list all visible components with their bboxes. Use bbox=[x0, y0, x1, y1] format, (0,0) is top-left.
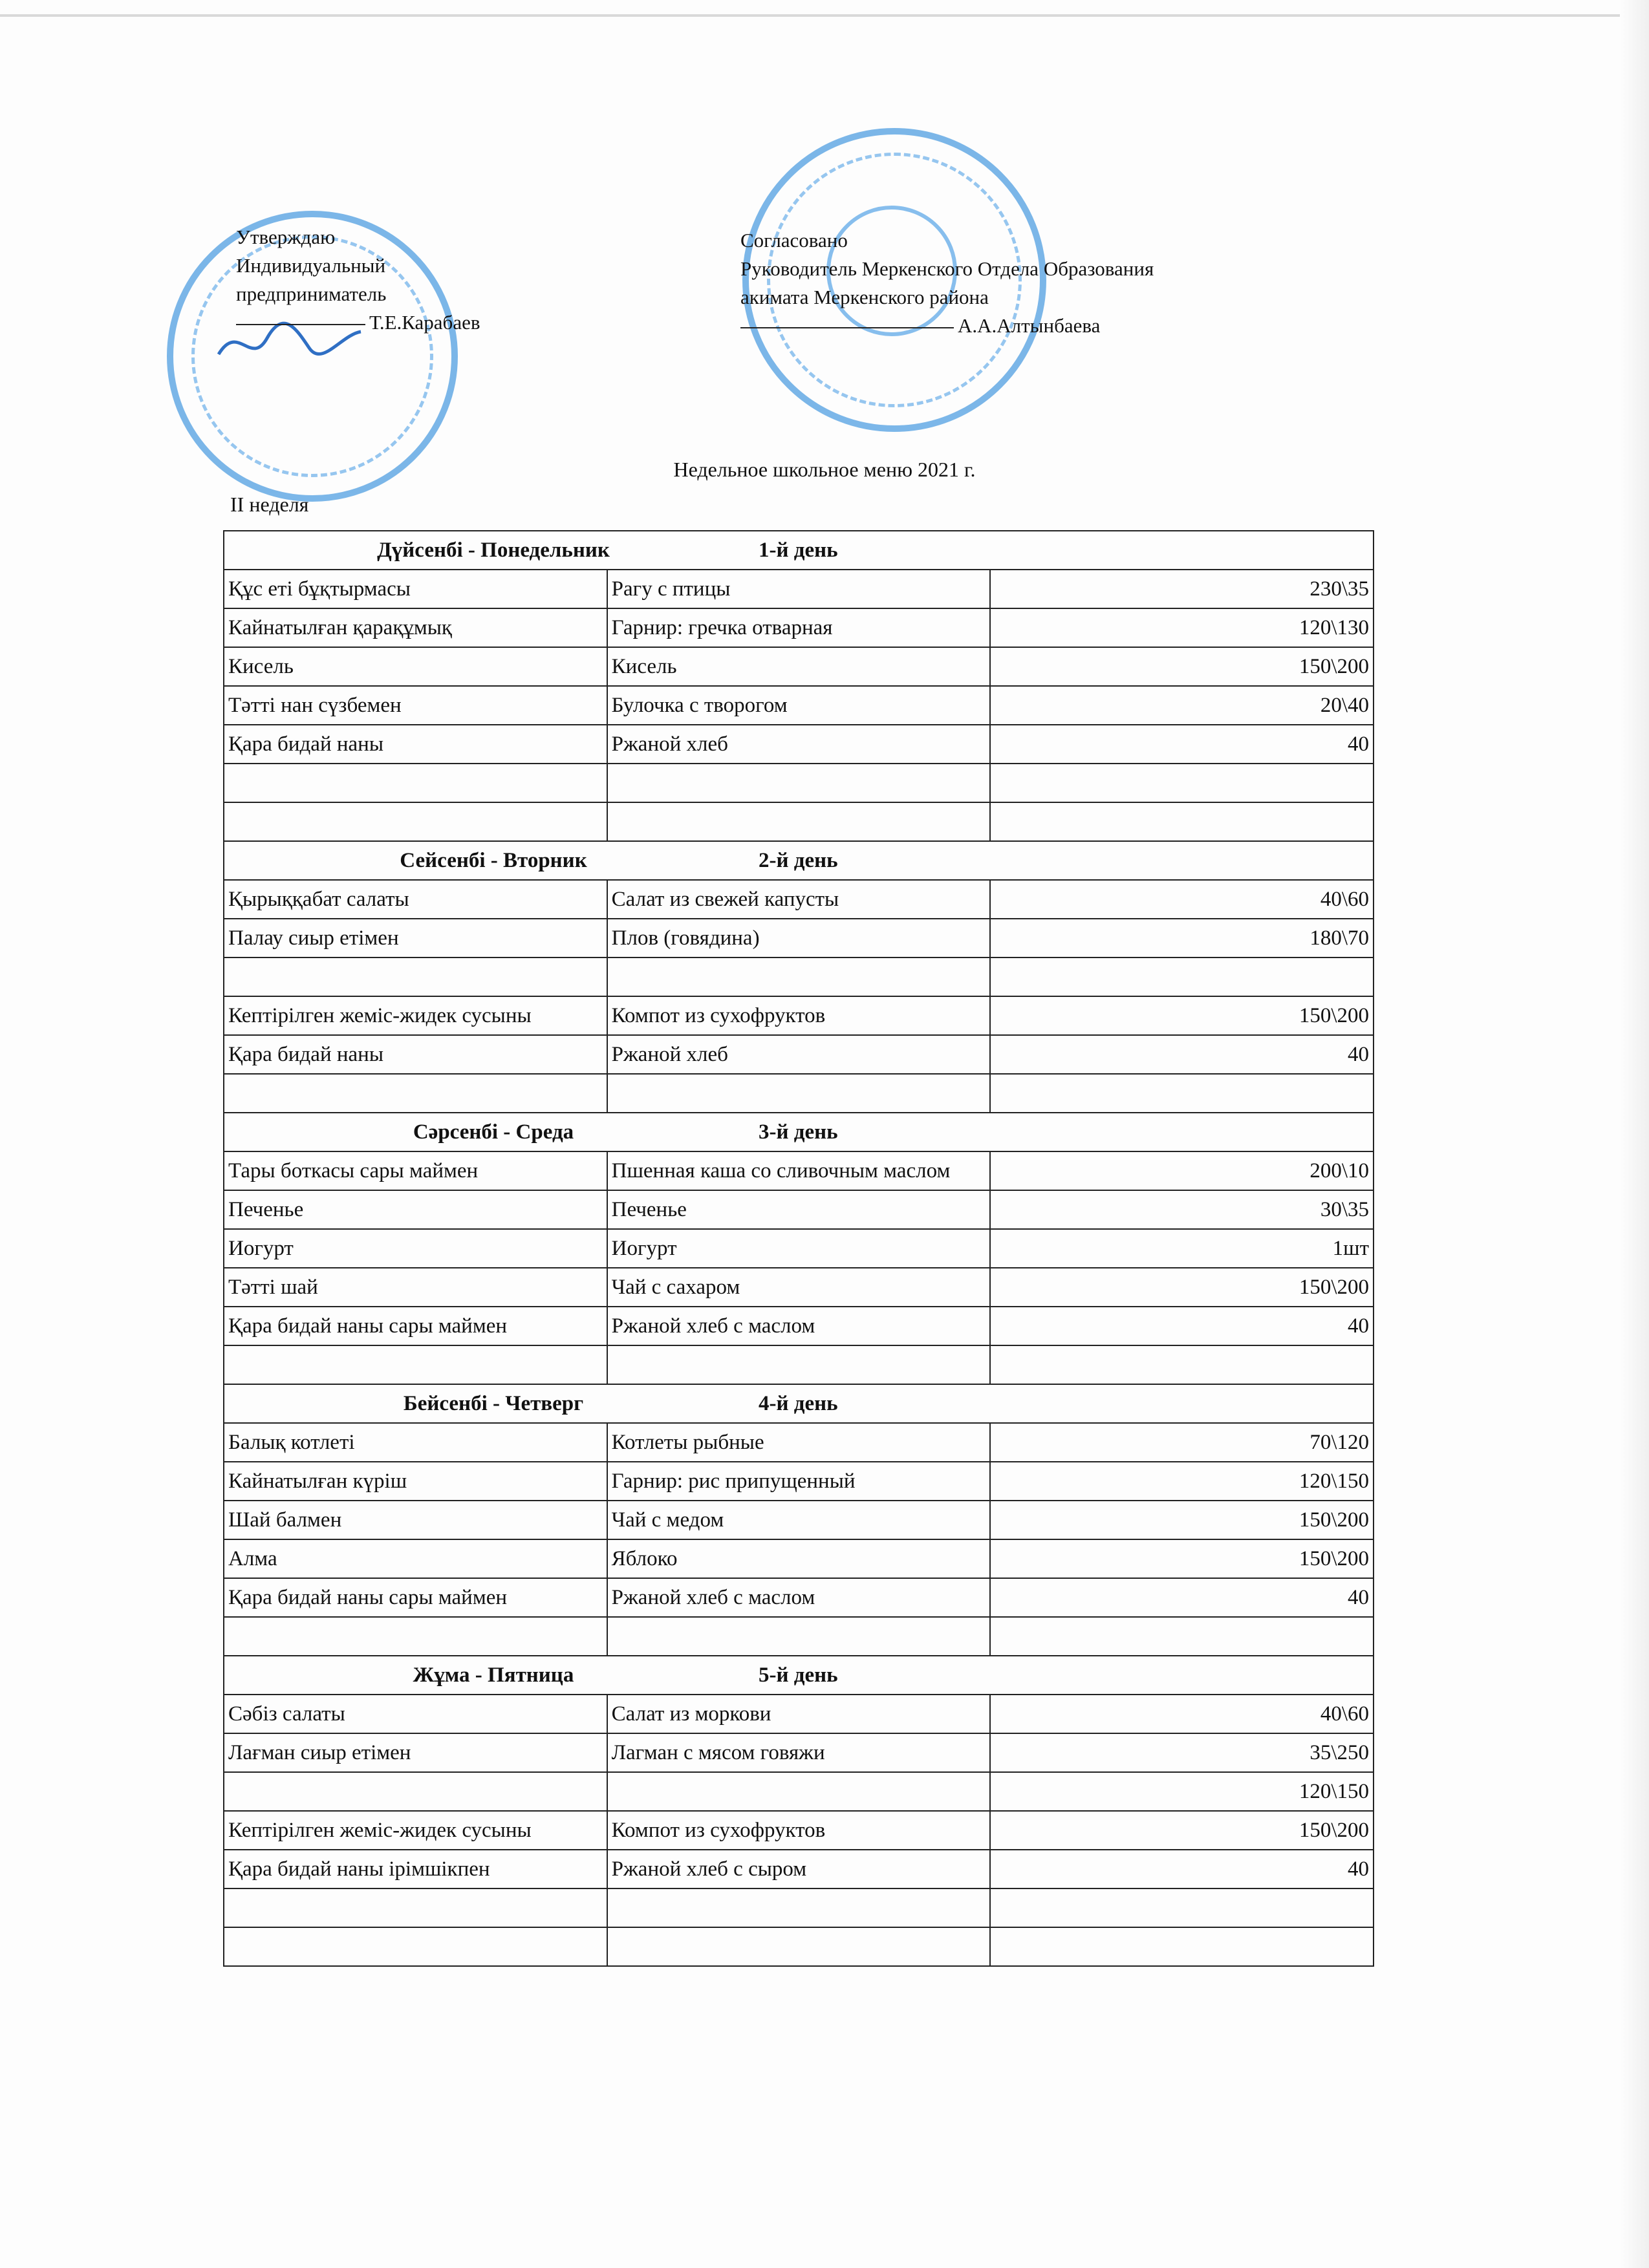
approval-left-line1: Утверждаю bbox=[236, 226, 336, 248]
portion-weight: 35\250 bbox=[990, 1733, 1374, 1772]
approval-left-signature-row bbox=[236, 308, 480, 337]
approval-left-line2: Индивидуальный bbox=[236, 254, 386, 277]
approval-left-line3: предприниматель bbox=[236, 283, 387, 305]
menu-row bbox=[224, 1617, 1374, 1656]
dish-name-ru bbox=[607, 802, 991, 841]
menu-row bbox=[224, 1074, 1374, 1113]
menu-row bbox=[224, 996, 1374, 1035]
dish-name-ru: Салат из свежей капусты bbox=[607, 880, 991, 919]
portion-weight: 150\200 bbox=[990, 996, 1374, 1035]
approval-block-right bbox=[740, 226, 1154, 340]
week-label: II неделя bbox=[230, 493, 309, 516]
dish-name-kz: Қара бидай наны ірімшікпен bbox=[224, 1850, 607, 1888]
menu-row bbox=[224, 1733, 1374, 1772]
portion-weight: 150\200 bbox=[990, 647, 1374, 686]
day-name: Дүйсенбі - Понедельник bbox=[377, 538, 610, 562]
dish-name-kz: Сәбіз салаты bbox=[224, 1695, 607, 1733]
day-number-label: 2-й день bbox=[759, 848, 838, 872]
dish-name-ru: Яблоко bbox=[607, 1539, 991, 1578]
dish-name-ru bbox=[607, 1345, 991, 1384]
dish-name-ru bbox=[607, 957, 991, 996]
menu-row bbox=[224, 647, 1374, 686]
dish-name-ru bbox=[607, 1074, 991, 1113]
dish-name-ru: Ржаной хлеб с маслом bbox=[607, 1578, 991, 1617]
day-header-row bbox=[224, 1113, 1374, 1151]
day-name: Жұма - Пятница bbox=[413, 1663, 574, 1687]
menu-row bbox=[224, 1151, 1374, 1190]
menu-row bbox=[224, 570, 1374, 608]
portion-weight: 20\40 bbox=[990, 686, 1374, 725]
day-header-cell bbox=[224, 1113, 1374, 1151]
day-name: Сейсенбі - Вторник bbox=[400, 848, 587, 872]
menu-row bbox=[224, 1850, 1374, 1888]
day-number-label: 1-й день bbox=[759, 538, 838, 562]
dish-name-ru bbox=[607, 1617, 991, 1656]
menu-row bbox=[224, 1578, 1374, 1617]
dish-name-kz: Тәтті шай bbox=[224, 1268, 607, 1307]
portion-weight: 40 bbox=[990, 1850, 1374, 1888]
dish-name-ru: Плов (говядина) bbox=[607, 919, 991, 957]
dish-name-ru: Компот из сухофруктов bbox=[607, 1811, 991, 1850]
portion-weight: 150\200 bbox=[990, 1501, 1374, 1539]
approval-right-signature-row bbox=[740, 312, 1154, 340]
approval-right-name: А.А.Алтынбаева bbox=[958, 314, 1101, 337]
portion-weight: 120\130 bbox=[990, 608, 1374, 647]
menu-row bbox=[224, 1462, 1374, 1501]
signature-line bbox=[740, 327, 954, 328]
portion-weight: 150\200 bbox=[990, 1268, 1374, 1307]
dish-name-ru: Лагман с мясом говяжи bbox=[607, 1733, 991, 1772]
dish-name-kz: Печенье bbox=[224, 1190, 607, 1229]
menu-row bbox=[224, 608, 1374, 647]
dish-name-ru bbox=[607, 764, 991, 802]
dish-name-kz: Иогурт bbox=[224, 1229, 607, 1268]
day-number-label: 5-й день bbox=[759, 1663, 838, 1687]
dish-name-kz: Лағман сиыр етімен bbox=[224, 1733, 607, 1772]
approval-block-left bbox=[236, 223, 480, 337]
portion-weight: 150\200 bbox=[990, 1539, 1374, 1578]
dish-name-kz: Кайнатылған қарақұмық bbox=[224, 608, 607, 647]
day-header-row bbox=[224, 1384, 1374, 1423]
scan-edge-line bbox=[0, 14, 1649, 17]
dish-name-kz: Кептірілген жеміс-жидек сусыны bbox=[224, 996, 607, 1035]
portion-weight bbox=[990, 1345, 1374, 1384]
menu-row bbox=[224, 1772, 1374, 1811]
dish-name-ru: Гарнир: гречка отварная bbox=[607, 608, 991, 647]
portion-weight: 120\150 bbox=[990, 1772, 1374, 1811]
dish-name-kz bbox=[224, 1074, 607, 1113]
dish-name-kz bbox=[224, 802, 607, 841]
dish-name-ru: Печенье bbox=[607, 1190, 991, 1229]
dish-name-kz: Тары боткасы сары маймен bbox=[224, 1151, 607, 1190]
dish-name-ru: Булочка с творогом bbox=[607, 686, 991, 725]
dish-name-kz: Кептірілген жеміс-жидек сусыны bbox=[224, 1811, 607, 1850]
dish-name-ru: Ржаной хлеб с сыром bbox=[607, 1850, 991, 1888]
portion-weight: 40 bbox=[990, 725, 1374, 764]
menu-row bbox=[224, 1501, 1374, 1539]
dish-name-ru: Гарнир: рис припущенный bbox=[607, 1462, 991, 1501]
menu-row bbox=[224, 1229, 1374, 1268]
menu-row bbox=[224, 1927, 1374, 1966]
dish-name-kz bbox=[224, 1345, 607, 1384]
portion-weight: 1шт bbox=[990, 1229, 1374, 1268]
dish-name-kz: Кайнатылған күріш bbox=[224, 1462, 607, 1501]
portion-weight: 120\150 bbox=[990, 1462, 1374, 1501]
menu-row bbox=[224, 957, 1374, 996]
approval-right-line3: акимата Меркенского района bbox=[740, 286, 989, 308]
portion-weight bbox=[990, 802, 1374, 841]
dish-name-kz bbox=[224, 1617, 607, 1656]
approval-right-line1: Согласовано bbox=[740, 229, 848, 251]
menu-row bbox=[224, 1268, 1374, 1307]
menu-row bbox=[224, 919, 1374, 957]
dish-name-kz: Тәтті нан сүзбемен bbox=[224, 686, 607, 725]
menu-row bbox=[224, 1539, 1374, 1578]
portion-weight bbox=[990, 1927, 1374, 1966]
portion-weight bbox=[990, 764, 1374, 802]
dish-name-ru: Пшенная каша со сливочным маслом bbox=[607, 1151, 991, 1190]
dish-name-kz: Қырыққабат салаты bbox=[224, 880, 607, 919]
portion-weight bbox=[990, 1617, 1374, 1656]
dish-name-ru: Компот из сухофруктов bbox=[607, 996, 991, 1035]
portion-weight bbox=[990, 1074, 1374, 1113]
day-header-row bbox=[224, 1656, 1374, 1695]
menu-row bbox=[224, 1035, 1374, 1074]
portion-weight: 40\60 bbox=[990, 1695, 1374, 1733]
menu-row bbox=[224, 880, 1374, 919]
portion-weight: 40 bbox=[990, 1035, 1374, 1074]
menu-row bbox=[224, 1811, 1374, 1850]
dish-name-kz: Қара бидай наны bbox=[224, 725, 607, 764]
menu-row bbox=[224, 1888, 1374, 1927]
dish-name-kz: Алма bbox=[224, 1539, 607, 1578]
dish-name-kz bbox=[224, 764, 607, 802]
portion-weight: 180\70 bbox=[990, 919, 1374, 957]
portion-weight: 200\10 bbox=[990, 1151, 1374, 1190]
page-title: Недельное школьное меню 2021 г. bbox=[673, 458, 976, 481]
day-header-cell bbox=[224, 1656, 1374, 1695]
portion-weight bbox=[990, 957, 1374, 996]
menu-row bbox=[224, 686, 1374, 725]
dish-name-ru: Ржаной хлеб bbox=[607, 725, 991, 764]
approval-right-line2: Руководитель Меркенского Отдела Образования bbox=[740, 257, 1154, 280]
day-header-row bbox=[224, 841, 1374, 880]
menu-table-body bbox=[224, 531, 1374, 1966]
dish-name-kz bbox=[224, 957, 607, 996]
menu-row bbox=[224, 725, 1374, 764]
scan-shadow bbox=[1620, 0, 1649, 2268]
menu-row bbox=[224, 1345, 1374, 1384]
day-name: Сәрсенбі - Среда bbox=[413, 1120, 574, 1144]
day-number-label: 4-й день bbox=[759, 1391, 838, 1415]
dish-name-kz: Құс еті бұқтырмасы bbox=[224, 570, 607, 608]
portion-weight: 230\35 bbox=[990, 570, 1374, 608]
day-header-cell bbox=[224, 841, 1374, 880]
menu-row bbox=[224, 1190, 1374, 1229]
dish-name-kz bbox=[224, 1927, 607, 1966]
menu-row bbox=[224, 1695, 1374, 1733]
menu-row bbox=[224, 1307, 1374, 1345]
day-header-cell bbox=[224, 1384, 1374, 1423]
signature-line bbox=[236, 324, 365, 325]
dish-name-kz: Қара бидай наны сары маймен bbox=[224, 1578, 607, 1617]
dish-name-kz: Балық котлеті bbox=[224, 1423, 607, 1462]
approval-left-name: Т.Е.Карабаев bbox=[369, 311, 480, 334]
portion-weight: 150\200 bbox=[990, 1811, 1374, 1850]
dish-name-ru: Рагу с птицы bbox=[607, 570, 991, 608]
portion-weight bbox=[990, 1888, 1374, 1927]
portion-weight: 30\35 bbox=[990, 1190, 1374, 1229]
dish-name-ru: Кисель bbox=[607, 647, 991, 686]
dish-name-ru: Чай с медом bbox=[607, 1501, 991, 1539]
dish-name-ru bbox=[607, 1772, 991, 1811]
dish-name-ru bbox=[607, 1927, 991, 1966]
day-number-label: 3-й день bbox=[759, 1120, 838, 1144]
dish-name-ru: Котлеты рыбные bbox=[607, 1423, 991, 1462]
portion-weight: 70\120 bbox=[990, 1423, 1374, 1462]
menu-row bbox=[224, 802, 1374, 841]
portion-weight: 40\60 bbox=[990, 880, 1374, 919]
dish-name-ru: Иогурт bbox=[607, 1229, 991, 1268]
dish-name-kz: Кисель bbox=[224, 647, 607, 686]
day-name: Бейсенбі - Четверг bbox=[403, 1391, 584, 1415]
dish-name-ru: Салат из моркови bbox=[607, 1695, 991, 1733]
dish-name-ru bbox=[607, 1888, 991, 1927]
day-header-row bbox=[224, 531, 1374, 570]
dish-name-ru: Ржаной хлеб с маслом bbox=[607, 1307, 991, 1345]
dish-name-ru: Чай с сахаром bbox=[607, 1268, 991, 1307]
dish-name-ru: Ржаной хлеб bbox=[607, 1035, 991, 1074]
dish-name-kz: Қара бидай наны сары маймен bbox=[224, 1307, 607, 1345]
dish-name-kz: Шай балмен bbox=[224, 1501, 607, 1539]
menu-row bbox=[224, 764, 1374, 802]
portion-weight: 40 bbox=[990, 1578, 1374, 1617]
menu-table bbox=[223, 530, 1374, 1967]
dish-name-kz: Қара бидай наны bbox=[224, 1035, 607, 1074]
portion-weight: 40 bbox=[990, 1307, 1374, 1345]
menu-row bbox=[224, 1423, 1374, 1462]
dish-name-kz bbox=[224, 1772, 607, 1811]
dish-name-kz bbox=[224, 1888, 607, 1927]
day-header-cell bbox=[224, 531, 1374, 570]
dish-name-kz: Палау сиыр етімен bbox=[224, 919, 607, 957]
